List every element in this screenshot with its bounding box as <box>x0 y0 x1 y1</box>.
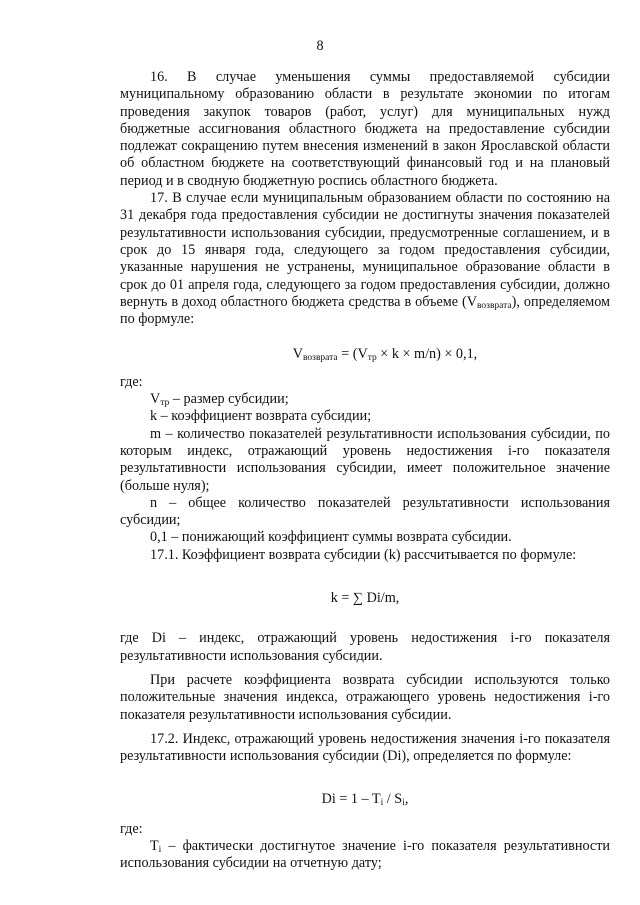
definition-ti-subscript: i <box>158 844 162 855</box>
definition-vtr <box>120 391 610 408</box>
definition-vtr-v: V <box>150 391 161 408</box>
document-body <box>120 69 610 873</box>
formula-di <box>120 765 610 820</box>
definition-ti-t: T <box>150 837 159 854</box>
formula-vozvrata <box>120 328 610 373</box>
formula-mid: = (V <box>337 346 368 363</box>
paragraph-17-1: 17.1. Коэффициент возврата субсидии (k) рассчитывается по формуле: <box>150 546 577 563</box>
paragraph-17-text: 17. В случае если муниципальным образованием области по состоянию на 31 декабря года предоставления субсидии не достигнуты значения показателей результативности использования субсидии, предусмотренные соглашением, и в срок до 15 января года, следующего за годом предоставления субсидии, указанные нарушения не устранены, муниципальное образование области в срок до 01 апреля года, следующего за годом предоставления субсидии, должно вернуть в доход областного бюджета средства в объеме (V <box>120 190 610 310</box>
paragraph-positive-values: При расчете коэффициента возврата субсидии используются только положительные значения индекса, отражающего уровень недостижения i-го показателя результативности использования субсидии. <box>120 671 610 723</box>
formula-di-t-subscript: i <box>380 798 384 809</box>
formula-v: V <box>292 346 304 363</box>
page-number: 8 <box>316 38 324 54</box>
definition-m: m – количество показателей результативности использования субсидии, по которым индекс, отражающий уровень недостижения i-го показателя результативности использования субсидии, имеет положительное значение (больше нуля); <box>120 425 610 494</box>
paragraph-17 <box>120 190 610 328</box>
formula-v-subscript: возврата <box>303 353 338 364</box>
definition-vtr-subscript: тр <box>160 398 170 409</box>
formula-end: × k × m/n) × 0,1, <box>376 346 478 363</box>
formula-di-mid: / S <box>383 791 403 808</box>
paragraph-17-subscript: возврата <box>477 300 512 311</box>
where-di-paragraph: где Di – индекс, отражающий уровень недостижения i-го показателя результативности использования субсидии. <box>120 630 610 664</box>
formula-tr-subscript: тр <box>367 353 377 364</box>
definition-k: k – коэффициент возврата субсидии; <box>150 408 372 425</box>
where-label-1: где: <box>120 373 143 390</box>
formula-di-s-subscript: i <box>402 798 405 809</box>
paragraph-17-2: 17.2. Индекс, отражающий уровень недостижения значения i-го показателя результативности использования субсидии (Di), определяется по формуле: <box>120 730 610 765</box>
formula-k: k = ∑ Di/m, <box>330 590 400 607</box>
definition-coefficient: 0,1 – понижающий коэффициент суммы возврата субсидии. <box>150 529 512 546</box>
definition-ti-text: – фактически достигнутое значение i-го показателя результативности использования субсидии на отчетную дату; <box>120 837 610 872</box>
definition-n: n – общее количество показателей результативности использования субсидии; <box>120 494 610 529</box>
definition-vtr-text: – размер субсидии; <box>169 391 289 408</box>
formula-di-start: Di = 1 – T <box>321 791 381 808</box>
formula-di-end: , <box>404 791 409 808</box>
paragraph-17-end: ), определяемом по формуле: <box>120 293 610 328</box>
definition-ti <box>120 838 610 873</box>
where-label-3: где: <box>120 820 143 837</box>
paragraph-16: 16. В случае уменьшения суммы предоставляемой субсидии муниципальному образованию области в результате экономии по итогам проведения закупок товаров (работ, услуг) для муниципальных нужд бюджетные ассигнования областного бюджета на предоставление субсидии подлежат сокращению путем внесения изменений в закон Ярославской области об областном бюджете на соответствующий финансовый год и на плановый период и в сводную бюджетную роспись областного бюджета. <box>120 69 610 189</box>
